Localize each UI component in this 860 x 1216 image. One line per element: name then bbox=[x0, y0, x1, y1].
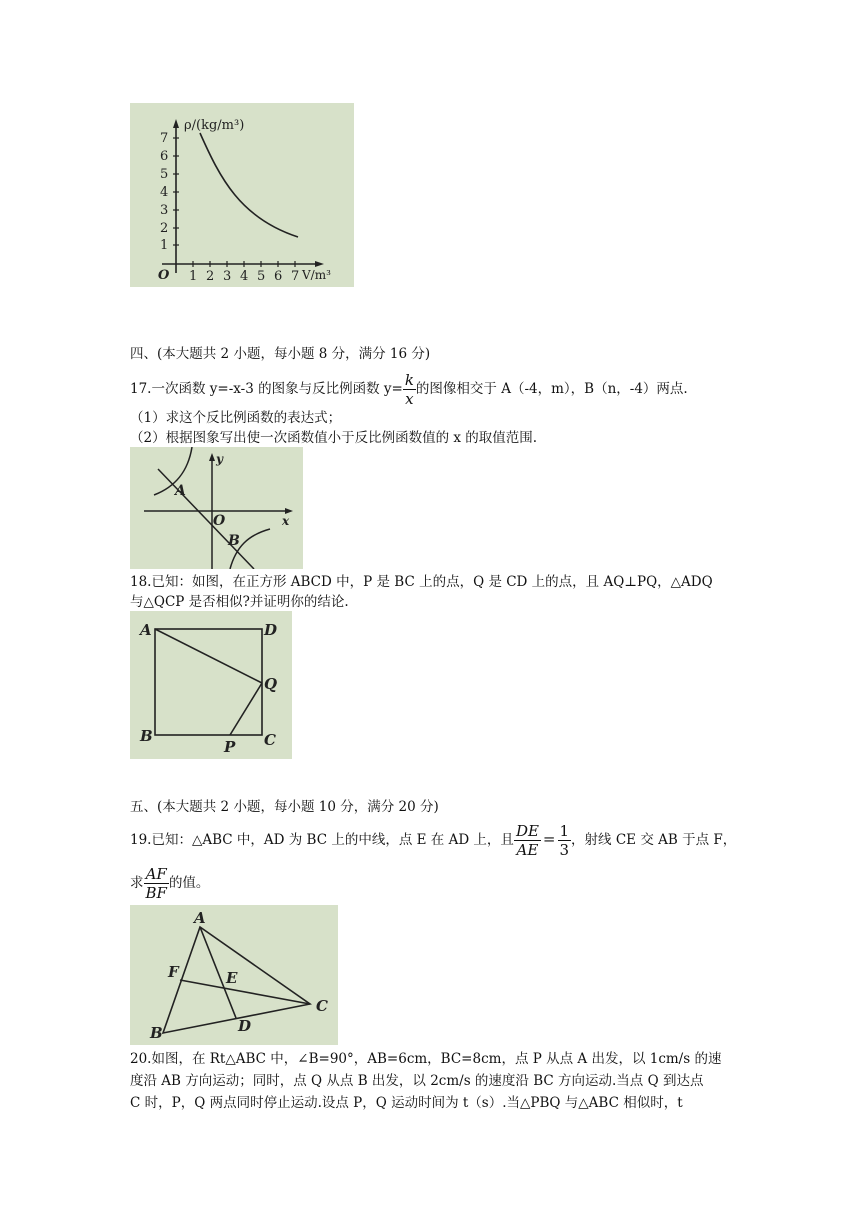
x-axis-label: x bbox=[282, 514, 290, 528]
q19-text-a: 19.已知：△ABC 中，AD 为 BC 上的中线，点 E 在 AD 上，且 bbox=[130, 832, 514, 848]
y-tick-label: 6 bbox=[160, 149, 169, 164]
q19-text-c: 求 bbox=[130, 875, 144, 891]
fraction-numerator: DE bbox=[515, 822, 539, 840]
fraction-denominator: AE bbox=[516, 841, 539, 859]
fraction-numerator: 1 bbox=[559, 822, 570, 840]
density-volume-graph bbox=[130, 103, 354, 287]
q18-line-2: 与△QCP 是否相似?并证明你的结论. bbox=[130, 594, 349, 610]
q17-text-b: 的图像相交于 A（-4，m），B（n，-4）两点. bbox=[415, 381, 688, 397]
af-over-bf-fraction bbox=[144, 865, 169, 902]
fraction-denominator: 3 bbox=[559, 841, 570, 859]
fraction-numerator: k bbox=[404, 371, 414, 389]
q19-text-b: ，射线 CE 交 AB 于点 F， bbox=[571, 832, 737, 848]
q18-figure-svg bbox=[130, 611, 292, 759]
segment-qp bbox=[230, 683, 262, 735]
x-tick-label: 4 bbox=[240, 269, 249, 284]
section-4-heading: 四、(本大题共 2 小题，每小题 8 分，满分 16 分) bbox=[130, 346, 431, 362]
one-third-fraction bbox=[558, 822, 572, 859]
point-b-label: B bbox=[150, 1024, 163, 1042]
q17-figure bbox=[130, 447, 303, 569]
ray-cf bbox=[180, 980, 310, 1004]
q18-line-1: 18.已知：如图，在正方形 ABCD 中，P 是 BC 上的点，Q 是 CD 上的点，且 AQ⊥PQ，△ADQ bbox=[130, 574, 713, 590]
k-over-x-fraction bbox=[403, 371, 416, 408]
origin-label: O bbox=[213, 513, 226, 529]
q19-statement bbox=[130, 816, 736, 862]
de-over-ae-fraction bbox=[514, 822, 541, 859]
fraction-numerator: AF bbox=[144, 865, 169, 884]
q19-text-d: 的值。 bbox=[168, 875, 210, 891]
fraction-denominator: BF bbox=[145, 884, 167, 902]
point-b-label: B bbox=[140, 727, 153, 745]
x-tick-label: 2 bbox=[206, 269, 215, 284]
density-curve bbox=[200, 133, 298, 237]
q17-part-2: （2）根据图象写出使一次函数值小于反比例函数值的 x 的取值范围. bbox=[130, 430, 538, 446]
point-p-label: P bbox=[224, 738, 236, 756]
point-d-label: D bbox=[238, 1017, 252, 1035]
y-axis-arrow bbox=[173, 119, 179, 128]
y-axis-label: y bbox=[216, 452, 223, 466]
q19-figure-svg bbox=[130, 905, 338, 1045]
q18-square-figure bbox=[130, 611, 292, 759]
point-a-label: A bbox=[175, 483, 186, 499]
point-q-label: Q bbox=[264, 675, 278, 693]
y-tick-label: 7 bbox=[160, 131, 169, 146]
q19-question bbox=[130, 860, 209, 906]
fraction-denominator: x bbox=[405, 390, 414, 408]
point-d-label: D bbox=[264, 621, 278, 639]
q20-line-3: C 时，P，Q 两点同时停止运动.设点 P，Q 运动时间为 t（s）.当△PBQ 与△ABC 相似时，t bbox=[130, 1095, 683, 1111]
square-abcd bbox=[155, 629, 262, 735]
point-a-label: A bbox=[140, 621, 152, 639]
y-tick-label: 5 bbox=[160, 167, 169, 182]
x-tick-label: 6 bbox=[274, 269, 283, 284]
x-tick-label: 5 bbox=[257, 269, 266, 284]
q17-text-a: 17.一次函数 y=-x-3 的图象与反比例函数 y= bbox=[130, 381, 403, 397]
point-a-label: A bbox=[194, 909, 206, 927]
q19-triangle-figure bbox=[130, 905, 338, 1045]
point-f-label: F bbox=[168, 963, 179, 981]
section-5-heading: 五、(本大题共 2 小题，每小题 10 分，满分 20 分) bbox=[130, 799, 439, 815]
y-tick-label: 4 bbox=[160, 185, 169, 200]
y-tick-label: 3 bbox=[160, 203, 169, 218]
density-graph-svg bbox=[130, 103, 354, 287]
x-tick-label: 7 bbox=[291, 269, 300, 284]
x-axis-arrow bbox=[315, 261, 324, 267]
x-tick-label: 3 bbox=[223, 269, 232, 284]
q17-part-1: （1）求这个反比例函数的表达式； bbox=[130, 410, 342, 426]
point-c-label: C bbox=[316, 997, 328, 1015]
origin-label: O bbox=[158, 268, 170, 283]
point-e-label: E bbox=[226, 969, 238, 987]
y-tick-label: 1 bbox=[160, 238, 169, 253]
y-axis-label: ρ/(kg/m³) bbox=[184, 118, 245, 133]
q17-figure-svg bbox=[130, 447, 303, 569]
segment-aq bbox=[155, 629, 262, 683]
y-axis-arrow bbox=[209, 453, 215, 461]
point-c-label: C bbox=[264, 731, 276, 749]
q20-line-2: 度沿 AB 方向运动；同时，点 Q 从点 B 出发，以 2cm/s 的速度沿 BC 方向运动.当点 Q 到达点 bbox=[130, 1073, 704, 1089]
point-b-label: B bbox=[228, 533, 240, 549]
q20-line-1: 20.如图，在 Rt△ABC 中，∠B=90°，AB=6cm，BC=8cm，点 P 从点 A 出发，以 1cm/s 的速 bbox=[130, 1051, 722, 1067]
q17-statement bbox=[130, 366, 688, 412]
y-tick-label: 2 bbox=[160, 221, 169, 236]
equals-sign: = bbox=[542, 830, 556, 848]
x-axis-label: V/m³ bbox=[302, 268, 331, 282]
x-tick-label: 1 bbox=[189, 269, 198, 284]
